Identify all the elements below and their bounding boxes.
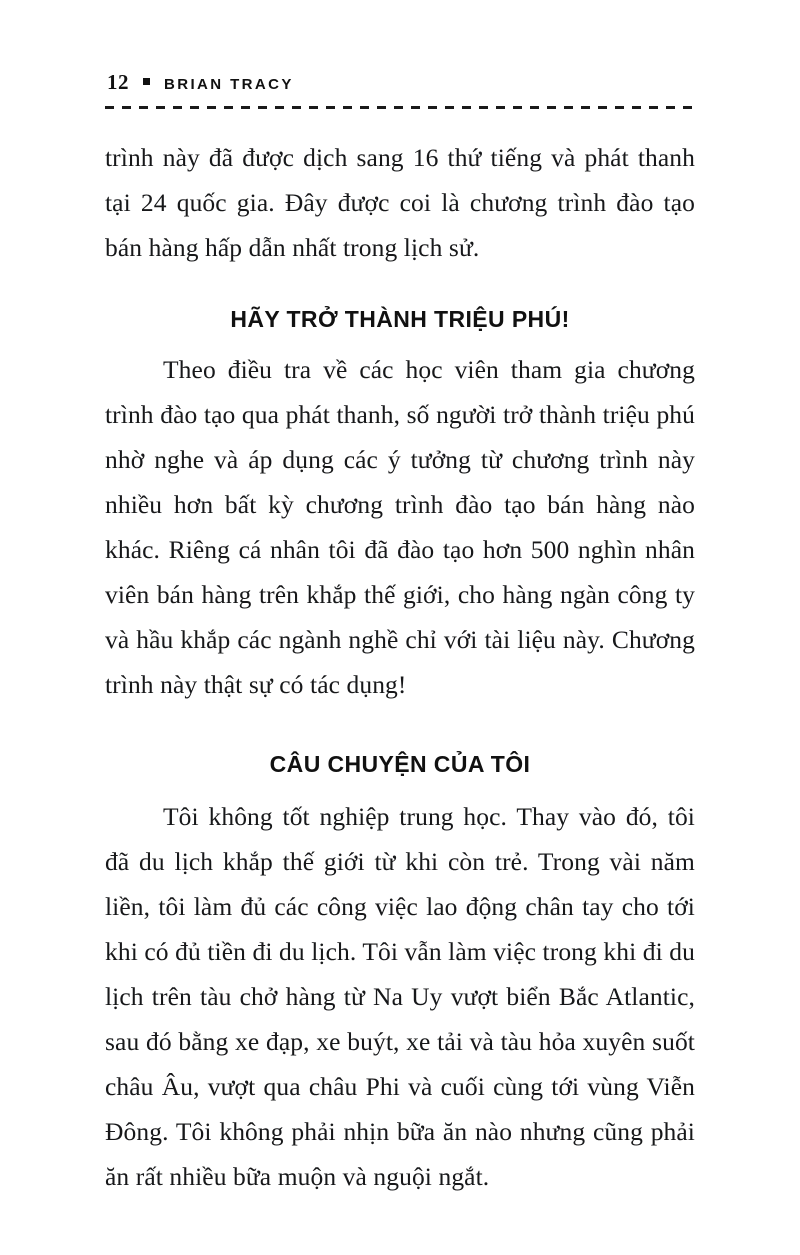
paragraph-block-1 (105, 135, 695, 270)
header-dashed-rule (105, 106, 695, 109)
section-heading-my-story: CÂU CHUYỆN CỦA TÔI (269, 751, 531, 777)
body-paragraph: Theo điều tra về các học viên tham gia chương trình đào tạo qua phát thanh, số người trở thành triệu phú nhờ nghe và áp dụng các ý tưởng từ chương trình này nhiều hơn bất kỳ chương trình đào tạo bán hàng nào khác. Riêng cá nhân tôi đã đào tạo hơn 500 nghìn nhân viên bán hàng trên khắp thế giới, cho hàng ngàn công ty và hầu khắp các ngành nghề chỉ với tài liệu này. Chương trình này thật sự có tác dụng! (105, 355, 695, 699)
page-body (105, 135, 695, 1199)
body-paragraph: Tôi không tốt nghiệp trung học. Thay vào đó, tôi đã du lịch khắp thế giới từ khi còn trẻ. Trong vài năm liền, tôi làm đủ các công việc lao động chân tay cho tới khi có đủ tiền đi du lịch. Tôi vẫn làm việc trong khi đi du lịch trên tàu chở hàng từ Na Uy vượt biển Bắc Atlantic, sau đó bằng xe đạp, xe buýt, xe tải và tàu hỏa xuyên suốt châu Âu, vượt qua châu Phi và cuối cùng tới vùng Viễn Đông. Tôi không phải nhịn bữa ăn nào nhưng cũng phải ăn rất nhiều bữa muộn và nguội ngắt. (105, 802, 695, 1191)
running-head-author: BRIAN TRACY (164, 76, 294, 93)
page-number: 12 (107, 70, 129, 94)
page-header (105, 70, 695, 95)
section-heading-become-millionaire: HÃY TRỞ THÀNH TRIỆU PHÚ! (230, 306, 570, 332)
paragraph-block-3 (105, 794, 695, 1199)
body-paragraph: trình này đã được dịch sang 16 thứ tiếng và phát thanh tại 24 quốc gia. Đây được coi là chương trình đào tạo bán hàng hấp dẫn nhất trong lịch sử. (105, 143, 695, 262)
square-bullet-icon (143, 78, 150, 85)
paragraph-block-2 (105, 347, 695, 707)
